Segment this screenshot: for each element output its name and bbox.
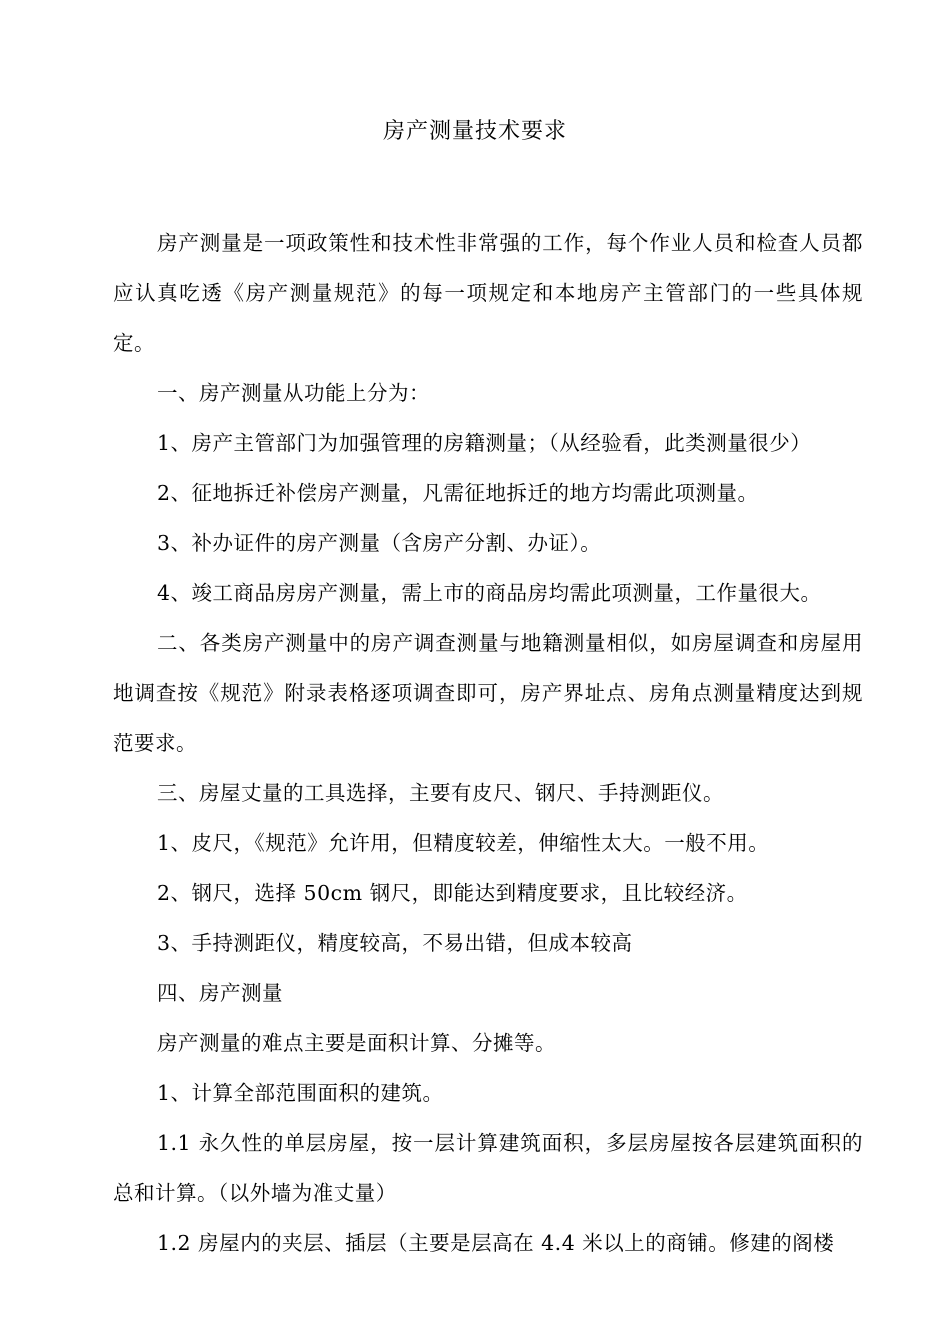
list-item: 1、皮尺，《规范》允许用，但精度较差，伸缩性太大。一般不用。 [157,831,770,855]
list-item: 1、房产主管部门为加强管理的房籍测量；（从经验看，此类测量很少） [157,431,812,455]
section-heading-3: 三、房屋丈量的工具选择，主要有皮尺、钢尺、手持测距仪。 [157,781,724,805]
paragraph: 房产测量的难点主要是面积计算、分摊等。 [157,1031,556,1055]
section-heading-1: 一、房产测量从功能上分为： [157,381,430,405]
list-item: 3、补办证件的房产测量（含房产分割、办证）。 [157,531,602,555]
section-heading-2: 二、各类房产测量中的房产调查测量与地籍测量相似，如房屋调查和房屋用地调查按《规范》附录表格逐项调查即可，房产界址点、房角点测量精度达到规范要求。 [113,631,863,755]
paragraph-intro: 房产测量是一项政策性和技术性非常强的工作，每个作业人员和检查人员都应认真吃透《房产测量规范》的每一项规定和本地房产主管部门的一些具体规定。 [113,231,863,355]
list-item: 2、钢尺，选择 50cm 钢尺，即能达到精度要求，且比较经济。 [157,881,748,905]
list-item: 1、计算全部范围面积的建筑。 [157,1081,444,1105]
document-body [113,218,863,1268]
list-item: 3、手持测距仪，精度较高，不易出错，但成本较高 [157,931,633,955]
list-item: 1.2 房屋内的夹层、插层（主要是层高在 4.4 米以上的商铺。修建的阁楼 [157,1231,835,1255]
document-title: 房产测量技术要求 [382,119,567,144]
list-item: 2、征地拆迁补偿房产测量，凡需征地拆迁的地方均需此项测量。 [157,481,759,505]
list-item: 4、竣工商品房房产测量，需上市的商品房均需此项测量，工作量很大。 [157,581,822,605]
list-item: 1.1 永久性的单层房屋，按一层计算建筑面积，多层房屋按各层建筑面积的总和计算。（以外墙为准丈量） [113,1131,863,1205]
section-heading-4: 四、房产测量 [157,981,283,1005]
